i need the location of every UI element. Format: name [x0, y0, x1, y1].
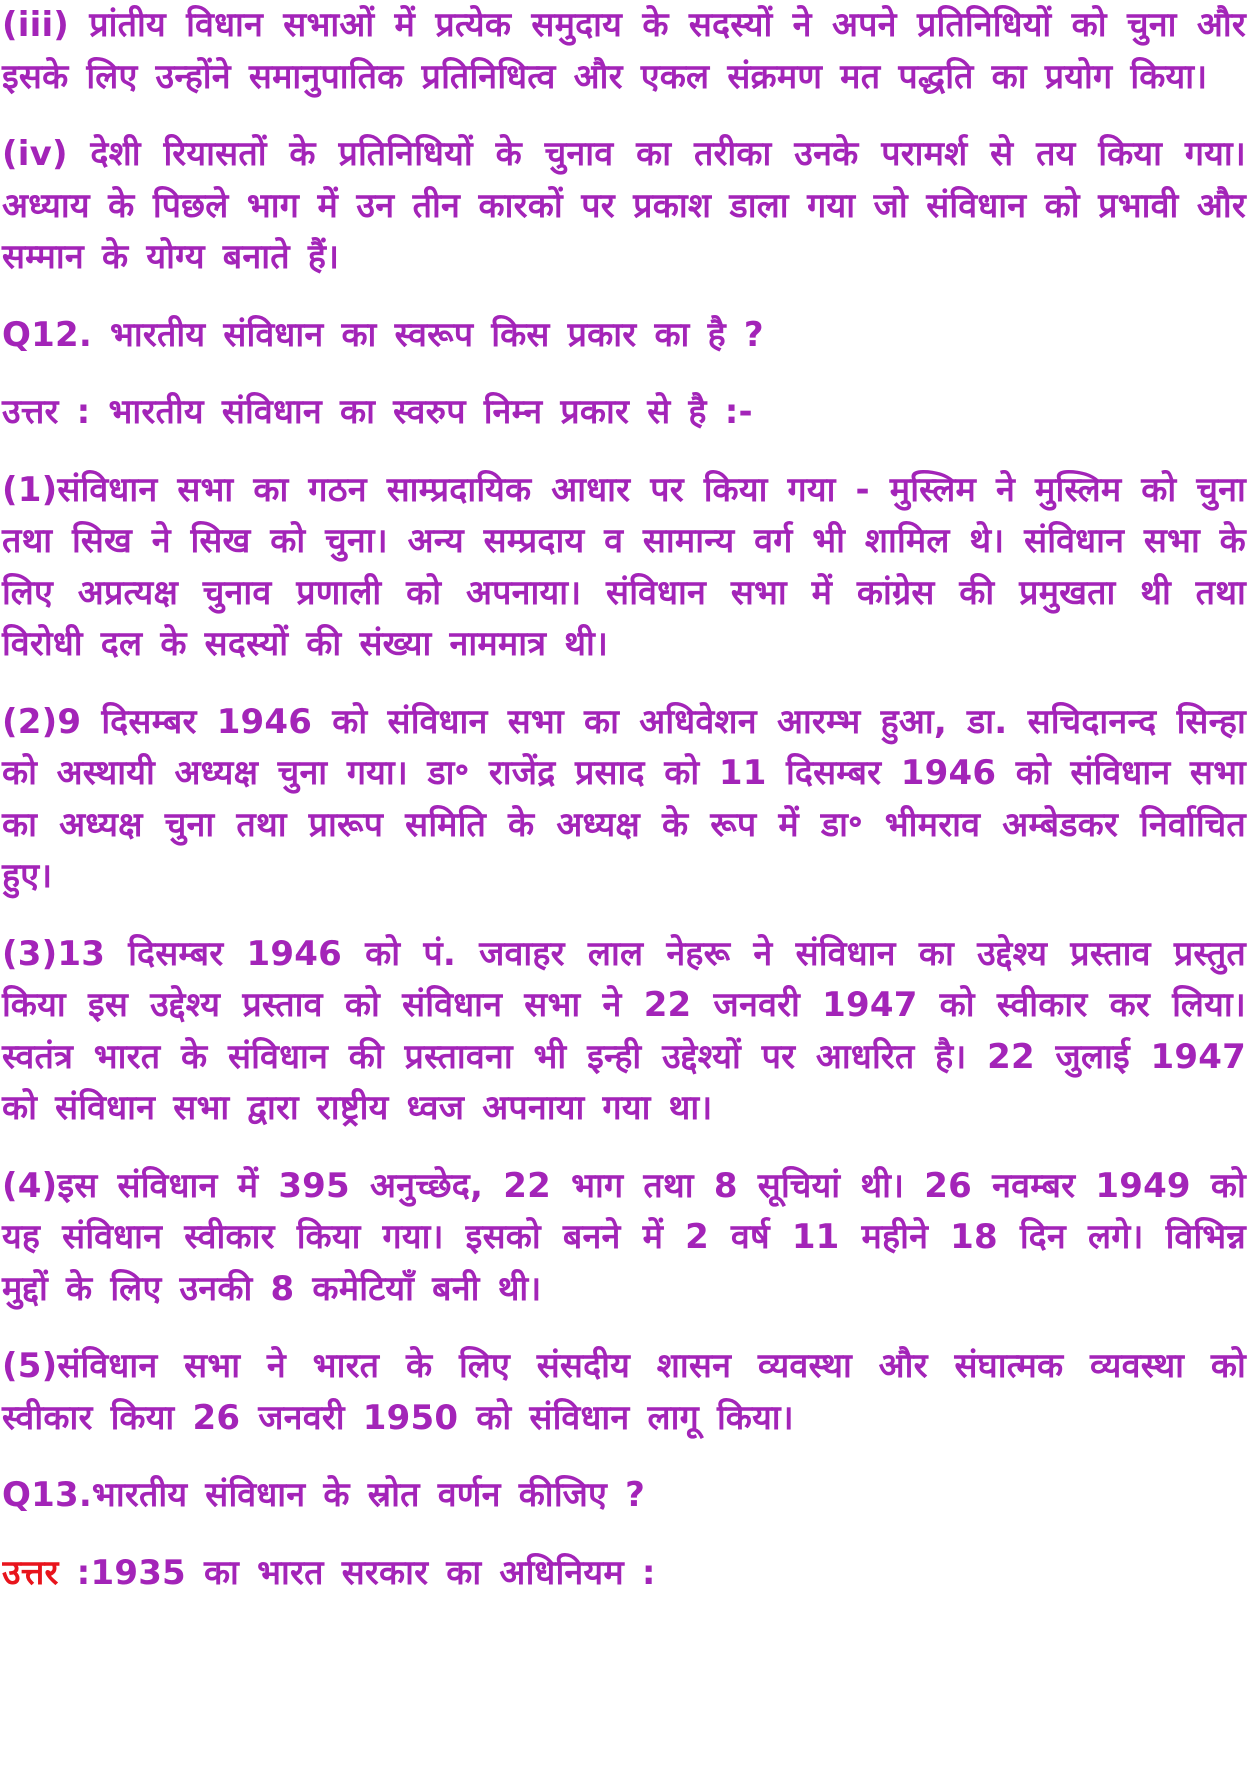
point-2: (2)9 दिसम्बर 1946 को संविधान सभा का अधिवेशन आरम्भ हुआ, डा. सचिदानन्द सिन्हा को अस्थायी अध्यक्ष चुना गया। डा॰ राजेंद्र प्रसाद को 11 दिसम्बर 1946 को संविधान सभा का अध्यक्ष चुना तथा प्रारूप समिति के अध्यक्ष के रूप में डा॰ भीमराव अम्बेडकर निर्वाचित हुए।: [2, 701, 1246, 896]
answer-13-text: :1935 का भारत सरकार का अधिनियम :: [58, 1552, 656, 1588]
question-13: Q13.भारतीय संविधान के स्रोत वर्णन कीजिए ?: [2, 1475, 646, 1515]
paragraph-iv: (iv) देशी रियासतों के प्रतिनिधियों के चुनाव का तरीका उनके परामर्श से तय किया गया।अध्याय के पिछले भाग में उन तीन कारकों पर प्रकाश डाला गया जो संविधान को प्रभावी और सम्मान के योग्य बनाते हैं।: [2, 134, 1246, 277]
answer-label: उत्तर: [2, 1552, 59, 1588]
paragraph-iii: (iii) प्रांतीय विधान सभाओं में प्रत्येक समुदाय के सदस्यों ने अपने प्रतिनिधियों को चुना और इसके लिए उन्होंने समानुपातिक प्रतिनिधित्व और एकल संक्रमण मत पद्धति का प्रयोग किया।: [2, 5, 1246, 97]
point-4: (4)इस संविधान में 395 अनुच्छेद, 22 भाग तथा 8 सूचियां थी। 26 नवम्बर 1949 को यह संविधान स्वीकार किया गया। इसको बनने में 2 वर्ष 11 महीने 18 दिन लगे। विभिन्न मुद्दों के लिए उनकी 8 कमेटियाँ बनी थी।: [2, 1165, 1246, 1309]
point-5: (5)संविधान सभा ने भारत के लिए संसदीय शासन व्यवस्था और संघात्मक व्यवस्था को स्वीकार किया 26 जनवरी 1950 को संविधान लागू किया।: [2, 1346, 1246, 1438]
point-1: (1)संविधान सभा का गठन साम्प्रदायिक आधार पर किया गया - मुस्लिम ने मुस्लिम को चुना तथा सिख ने सिख को चुना। अन्य सम्प्रदाय व सामान्य वर्ग भी शामिल थे। संविधान सभा के लिए अप्रत्यक्ष चुनाव प्रणाली को अपनाया। संविधान सभा में कांग्रेस की प्रमुखता थी तथा विरोधी दल के सदस्यों की संख्या नाममात्र थी।: [2, 469, 1246, 664]
question-12: Q12. भारतीय संविधान का स्वरूप किस प्रकार का है ?: [2, 314, 764, 355]
answer-13-line: [2, 1548, 1246, 1588]
point-3: (3)13 दिसम्बर 1946 को पं. जवाहर लाल नेहरू ने संविधान का उद्देश्य प्रस्ताव प्रस्तुत किया इस उद्देश्य प्रस्ताव को संविधान सभा ने 22 जनवरी 1947 को स्वीकार कर लिया। स्वतंत्र भारत के संविधान की प्रस्तावना भी इन्ही उद्देश्यों पर आधरित है। 22 जुलाई 1947 को संविधान सभा द्वारा राष्ट्रीय ध्वज अपनाया गया था।: [2, 933, 1246, 1128]
answer-12-intro: उत्तर : भारतीय संविधान का स्वरुप निम्न प्रकार से है :-: [2, 392, 753, 432]
